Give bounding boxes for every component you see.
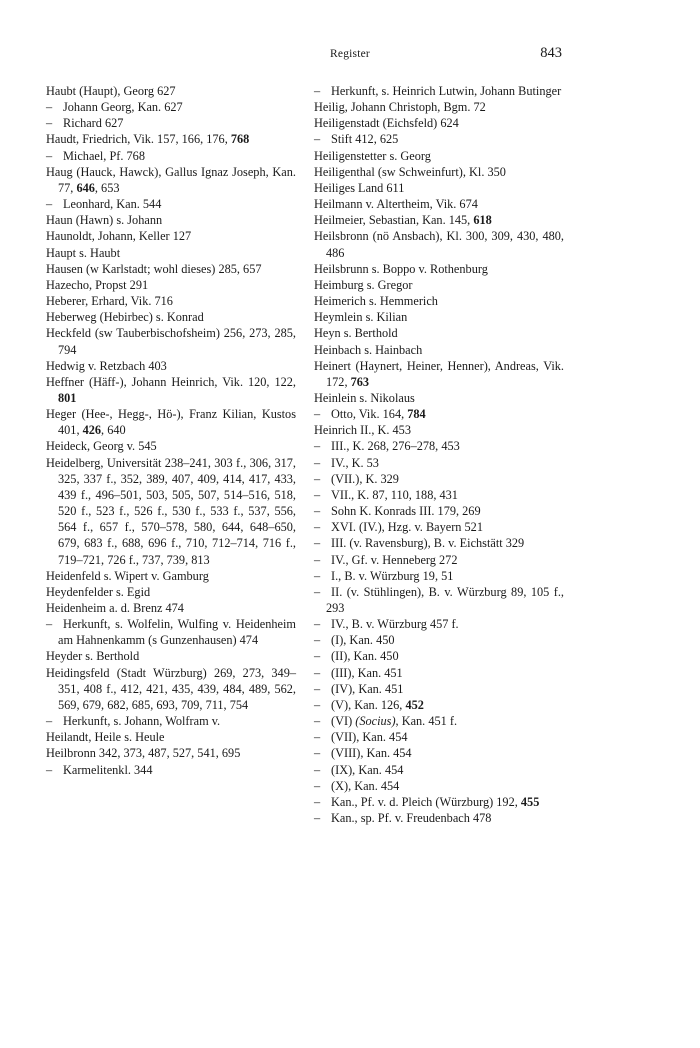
entry-text: Haun (Hawn) s. Johann	[46, 213, 163, 228]
index-entry	[46, 245, 296, 261]
index-subentry	[46, 713, 296, 729]
entry-text: (VII.), K. 329	[331, 471, 399, 486]
index-entry	[46, 665, 296, 713]
subentry-dash: –	[46, 762, 53, 777]
entry-text: Heinbach s. Hainbach	[314, 342, 423, 357]
subentry-dash: –	[46, 197, 53, 212]
entry-text: Haupt s. Haubt	[46, 245, 121, 260]
index-subentry	[314, 535, 564, 551]
index-entry	[46, 212, 296, 228]
index-entry	[46, 277, 296, 293]
entry-text: Heimburg s. Gregor	[314, 277, 413, 292]
index-entry	[46, 745, 296, 761]
index-subentry	[314, 648, 564, 664]
index-subentry	[314, 632, 564, 648]
entry-text: Leonhard, Kan. 544	[63, 197, 162, 212]
entry-text: Kan., Pf. v. d. Pleich (Würzburg) 192,	[331, 794, 521, 809]
entry-text: (X), Kan. 454	[331, 778, 400, 793]
italic-note: (Socius)	[355, 714, 396, 729]
entry-text: Herkunft, s. Johann, Wolfram v.	[63, 714, 221, 729]
index-entry	[314, 196, 564, 212]
index-entry	[314, 99, 564, 115]
entry-text: Herkunft, s. Wolfelin, Wulfing v. Heidenheim am Hahnenkamm (s Gunzenhausen) 474	[58, 617, 296, 648]
subentry-dash: –	[314, 649, 321, 664]
index-subentry	[46, 99, 296, 115]
entry-text: Hazecho, Propst 291	[46, 277, 149, 292]
entry-text: (IV), Kan. 451	[331, 681, 404, 696]
entry-text: Heberweg (Hebirbec) s. Konrad	[46, 310, 204, 325]
main-reference-number: 768	[230, 132, 250, 147]
index-entry	[314, 358, 564, 390]
entry-text: Haug (Hauck, Hawck), Gallus Ignaz Joseph, Kan. 77,	[46, 164, 296, 195]
subentry-dash: –	[314, 730, 321, 745]
subentry-dash: –	[314, 520, 321, 535]
entry-text: Heiligenstetter s. Georg	[314, 148, 431, 163]
index-subentry	[314, 438, 564, 454]
entry-text: Heideck, Georg v. 545	[46, 439, 157, 454]
index-entry	[46, 406, 296, 438]
index-subentry	[314, 810, 564, 826]
index-subentry	[46, 115, 296, 131]
entry-text: Heilandt, Heile s. Heule	[46, 730, 165, 745]
index-subentry	[314, 665, 564, 681]
index-subentry	[314, 131, 564, 147]
entry-text: Heilmann v. Altertheim, Vik. 674	[314, 197, 478, 212]
subentry-dash: –	[314, 407, 321, 422]
entry-text: , 653	[94, 180, 120, 195]
entry-text: Hausen (w Karlstadt; wohl dieses) 285, 657	[46, 261, 262, 276]
index-entry	[46, 293, 296, 309]
index-subentry	[314, 552, 564, 568]
index-subentry	[314, 762, 564, 778]
entry-text: Heiliges Land 611	[314, 180, 405, 195]
entry-text: Heymlein s. Kilian	[314, 310, 408, 325]
index-entry	[314, 309, 564, 325]
subentry-dash: –	[314, 617, 321, 632]
entry-text: II. (v. Stühlingen), B. v. Würzburg 89, 105 f., 293	[326, 584, 564, 615]
subentry-dash: –	[314, 811, 321, 826]
entry-text: VII., K. 87, 110, 188, 431	[331, 487, 458, 502]
index-subentry	[46, 762, 296, 778]
entry-text: Haubt (Haupt), Georg 627	[46, 84, 176, 98]
page-header	[0, 45, 700, 70]
entry-text: Haunoldt, Johann, Keller 127	[46, 229, 192, 244]
subentry-dash: –	[314, 439, 321, 454]
index-entry	[46, 309, 296, 325]
index-column-left	[46, 83, 296, 778]
subentry-dash: –	[314, 455, 321, 470]
subentry-dash: –	[46, 617, 53, 632]
subentry-dash: –	[314, 552, 321, 567]
index-entry	[46, 600, 296, 616]
index-entry	[314, 293, 564, 309]
entry-text: Heyn s. Berthold	[314, 326, 398, 341]
subentry-dash: –	[314, 746, 321, 761]
entry-text: (VI)	[331, 714, 356, 729]
index-entry	[314, 422, 564, 438]
index-entry	[46, 568, 296, 584]
main-reference-number: 784	[407, 407, 426, 422]
index-entry	[46, 455, 296, 568]
entry-text: , Kan. 451 f.	[395, 714, 458, 729]
index-entry	[46, 729, 296, 745]
entry-text: IV., B. v. Würzburg 457 f.	[331, 617, 459, 632]
subentry-dash: –	[314, 584, 321, 599]
index-entry	[314, 180, 564, 196]
subentry-dash: –	[314, 762, 321, 777]
entry-text: (II), Kan. 450	[331, 649, 399, 664]
main-reference-number: 801	[58, 390, 77, 405]
subentry-dash: –	[314, 487, 321, 502]
entry-text: Haudt, Friedrich, Vik. 157, 166, 176,	[46, 132, 231, 147]
entry-text: Richard 627	[63, 116, 124, 131]
main-reference-number: 452	[405, 697, 424, 712]
index-entry	[314, 277, 564, 293]
subentry-dash: –	[314, 132, 321, 147]
subentry-dash: –	[314, 633, 321, 648]
entry-text: (III), Kan. 451	[331, 665, 403, 680]
index-subentry	[314, 697, 564, 713]
index-entry	[46, 325, 296, 357]
entry-text: , 640	[101, 423, 126, 438]
index-subentry	[314, 503, 564, 519]
subentry-dash: –	[46, 148, 53, 163]
entry-text: Heidingsfeld (Stadt Würzburg) 269, 273, 349–351, 408 f., 412, 421, 435, 439, 484, 489, 562, 569, 679, 682, 685, 693, 709, 711, 754	[46, 665, 296, 712]
main-reference-number: 763	[350, 374, 370, 389]
entry-text: Heilbronn 342, 373, 487, 527, 541, 695	[46, 746, 241, 761]
index-entry	[46, 83, 296, 99]
index-entry	[46, 374, 296, 406]
index-subentry	[314, 778, 564, 794]
index-subentry	[314, 455, 564, 471]
entry-text: Heilmeier, Sebastian, Kan. 145,	[314, 213, 474, 228]
entry-text: Heidenheim a. d. Brenz 474	[46, 601, 184, 615]
entry-text: Sohn K. Konrads III. 179, 269	[331, 504, 481, 519]
entry-text: III., K. 268, 276–278, 453	[331, 439, 460, 454]
index-entry	[46, 358, 296, 374]
main-reference-number: 426	[82, 423, 102, 438]
entry-text: Heger (Hee-, Hegg-, Hö-), Franz Kilian, Kustos 401,	[46, 407, 296, 438]
entry-text: Heiligenthal (sw Schweinfurt), Kl. 350	[314, 164, 506, 179]
index-subentry	[314, 568, 564, 584]
page-number: 843	[540, 45, 562, 61]
index-entry	[314, 164, 564, 180]
entry-text: (VIII), Kan. 454	[331, 746, 412, 761]
entry-text: (IX), Kan. 454	[331, 762, 404, 777]
main-reference-number: 646	[76, 180, 95, 195]
index-subentry	[314, 616, 564, 632]
subentry-dash: –	[314, 681, 321, 696]
entry-text: Stift 412, 625	[331, 132, 399, 147]
entry-text: Michael, Pf. 768	[63, 148, 145, 163]
index-entry	[46, 131, 296, 147]
entry-text: Heckfeld (sw Tauberbischofsheim) 256, 273, 285, 794	[46, 326, 296, 357]
subentry-dash: –	[46, 714, 53, 729]
index-subentry	[314, 406, 564, 422]
subentry-dash: –	[314, 778, 321, 793]
entry-text: Heidenfeld s. Wipert v. Gamburg	[46, 568, 209, 583]
entry-text: I., B. v. Würzburg 19, 51	[331, 568, 454, 583]
index-entry	[46, 164, 296, 196]
index-subentry	[46, 148, 296, 164]
entry-text: Hedwig v. Retzbach 403	[46, 358, 167, 373]
index-entry	[314, 325, 564, 341]
entry-text: (I), Kan. 450	[331, 633, 395, 648]
entry-text: (V), Kan. 126,	[331, 697, 406, 712]
index-entry	[46, 228, 296, 244]
index-subentry	[314, 519, 564, 535]
index-subentry	[314, 729, 564, 745]
index-entry	[46, 584, 296, 600]
running-title: Register	[330, 48, 370, 60]
main-reference-number: 618	[473, 213, 492, 228]
index-subentry	[314, 83, 564, 99]
entry-text: Heinert (Haynert, Heiner, Henner), Andreas, Vik. 172,	[314, 358, 564, 389]
index-subentry	[314, 471, 564, 487]
entry-text: Heilsbrunn s. Boppo v. Rothenburg	[314, 261, 488, 276]
subentry-dash: –	[314, 714, 321, 729]
entry-text: IV., Gf. v. Henneberg 272	[331, 552, 458, 567]
entry-text: Heyder s. Berthold	[46, 649, 140, 664]
entry-text: Kan., sp. Pf. v. Freudenbach 478	[331, 811, 492, 826]
entry-text: Otto, Vik. 164,	[331, 407, 408, 422]
entry-text: Johann Georg, Kan. 627	[63, 100, 183, 115]
entry-text: Heimerich s. Hemmerich	[314, 294, 438, 309]
index-subentry	[314, 794, 564, 810]
entry-text: Heidelberg, Universität 238–241, 303 f., 306, 317, 325, 337 f., 352, 389, 407, 409, 414, 417, 433, 439 f., 496–501, 503, 505, 507, 514–516, 518, 520 f., 523 f., 526 f., 530 f., 533 f., 537, 556, 564 f., 657 f., 570–578, 580, 644, 648–650, 679, 683 f., 688, 696 f., 710, 712–714, 716 f., 719–721, 726 f., 737, 739, 813	[46, 455, 296, 567]
subentry-dash: –	[314, 697, 321, 712]
index-entry	[314, 115, 564, 131]
index-entry	[314, 261, 564, 277]
index-subentry	[314, 745, 564, 761]
index-subentry	[46, 616, 296, 648]
index-entry	[314, 390, 564, 406]
subentry-dash: –	[314, 504, 321, 519]
entry-text: XVI. (IV.), Hzg. v. Bayern 521	[331, 520, 483, 535]
entry-text: III. (v. Ravensburg), B. v. Eichstätt 329	[331, 536, 525, 551]
entry-text: (VII), Kan. 454	[331, 730, 408, 745]
entry-text: Heinlein s. Nikolaus	[314, 390, 415, 405]
entry-text: IV., K. 53	[331, 455, 379, 470]
main-reference-number: 455	[520, 794, 540, 809]
index-subentry	[314, 487, 564, 503]
index-entry	[46, 648, 296, 664]
subentry-dash: –	[314, 568, 321, 583]
index-entry	[46, 261, 296, 277]
entry-text: Heilig, Johann Christoph, Bgm. 72	[314, 100, 486, 115]
entry-text: Heinrich II., K. 453	[314, 423, 411, 438]
index-subentry	[314, 681, 564, 697]
index-entry	[46, 438, 296, 454]
index-entry	[314, 212, 564, 228]
index-column-right	[314, 83, 564, 826]
index-entry	[314, 228, 564, 260]
subentry-dash: –	[46, 116, 53, 131]
subentry-dash: –	[314, 471, 321, 486]
entry-text: Heilsbronn (nö Ansbach), Kl. 300, 309, 430, 480, 486	[314, 229, 564, 260]
entry-text: Herkunft, s. Heinrich Lutwin, Johann Butinger	[331, 84, 562, 98]
entry-text: Karmelitenkl. 344	[63, 762, 153, 777]
index-entry	[314, 342, 564, 358]
entry-text: Heydenfelder s. Egid	[46, 584, 151, 599]
index-subentry	[314, 713, 564, 729]
entry-text: Heiligenstadt (Eichsfeld) 624	[314, 116, 459, 131]
index-subentry	[314, 584, 564, 616]
subentry-dash: –	[46, 100, 53, 115]
subentry-dash: –	[314, 665, 321, 680]
subentry-dash: –	[314, 84, 321, 98]
subentry-dash: –	[314, 794, 321, 809]
index-subentry	[46, 196, 296, 212]
entry-text: Heberer, Erhard, Vik. 716	[46, 294, 173, 309]
index-entry	[314, 148, 564, 164]
subentry-dash: –	[314, 536, 321, 551]
entry-text: Heffner (Häff-), Johann Heinrich, Vik. 120, 122,	[46, 374, 296, 389]
